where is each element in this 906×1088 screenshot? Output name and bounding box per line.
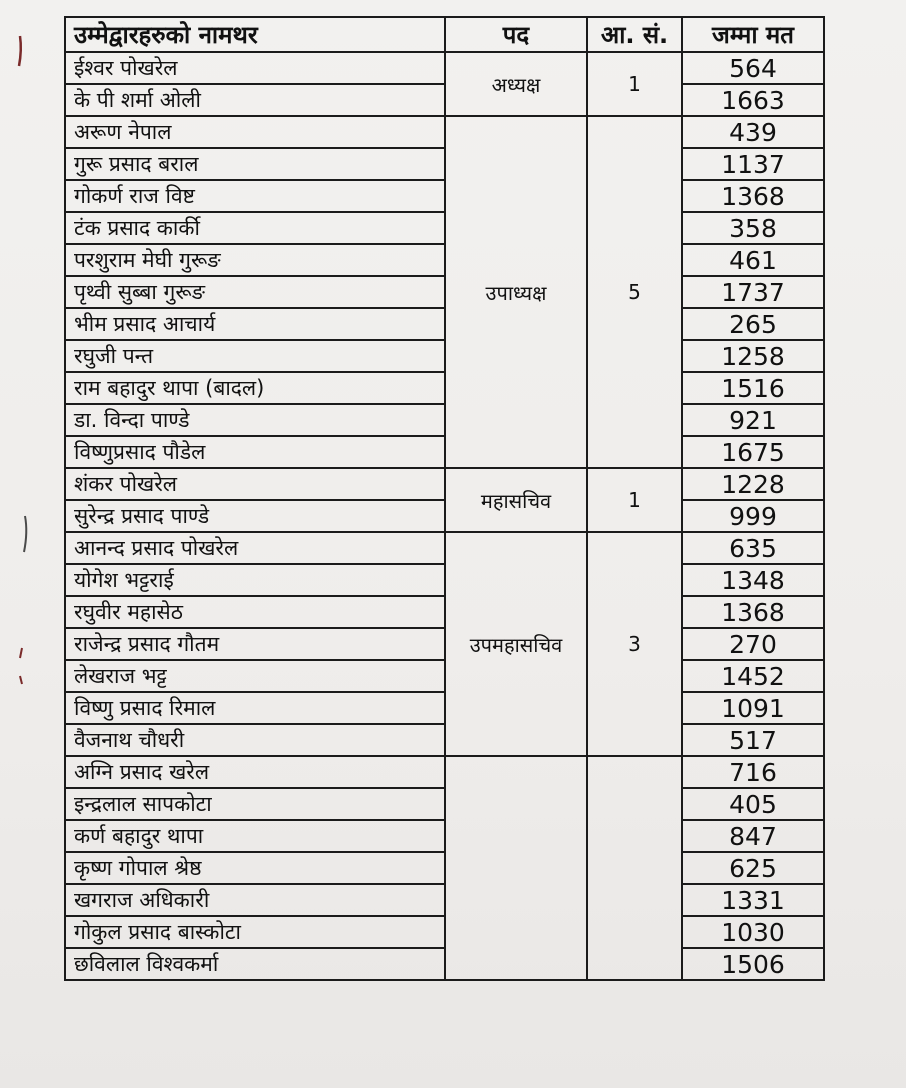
pen-mark-low1 (20, 648, 22, 658)
candidate-name: गोकर्ण राज विष्ट (65, 180, 445, 212)
vote-count: 1516 (682, 372, 824, 404)
table-row (65, 756, 824, 788)
candidate-name: खगराज अधिकारी (65, 884, 445, 916)
vote-count: 1368 (682, 596, 824, 628)
vote-count: 625 (682, 852, 824, 884)
candidate-name: वैजनाथ चौधरी (65, 724, 445, 756)
table-row (65, 884, 824, 916)
seats-cell: 1 (587, 468, 682, 532)
header-seats: आ. सं. (587, 17, 682, 52)
results-body (65, 52, 824, 980)
table-row (65, 52, 824, 84)
table-row (65, 180, 824, 212)
post-cell (445, 756, 587, 980)
vote-count: 847 (682, 820, 824, 852)
table-row (65, 84, 824, 116)
vote-count: 358 (682, 212, 824, 244)
table-row (65, 660, 824, 692)
table-row (65, 724, 824, 756)
header-post: पद (445, 17, 587, 52)
table-row (65, 628, 824, 660)
table-row (65, 916, 824, 948)
pen-mark-low2 (20, 676, 22, 684)
margin-pen-marks (0, 0, 60, 700)
candidate-name: अग्नि प्रसाद खरेल (65, 756, 445, 788)
header-votes: जम्मा मत (682, 17, 824, 52)
seats-cell: 3 (587, 532, 682, 756)
candidate-name: कृष्ण गोपाल श्रेष्ठ (65, 852, 445, 884)
pen-mark-top (19, 36, 21, 66)
table-row (65, 564, 824, 596)
candidate-name: डा. विन्दा पाण्डे (65, 404, 445, 436)
table-row (65, 532, 824, 564)
table-row (65, 436, 824, 468)
pen-mark-middle (24, 516, 26, 552)
vote-count: 265 (682, 308, 824, 340)
vote-count: 1675 (682, 436, 824, 468)
table-row (65, 212, 824, 244)
vote-count: 1258 (682, 340, 824, 372)
table-row (65, 244, 824, 276)
candidate-name: गोकुल प्रसाद बास्कोटा (65, 916, 445, 948)
candidate-name: योगेश भट्टराई (65, 564, 445, 596)
vote-count: 999 (682, 500, 824, 532)
candidate-name: कर्ण बहादुर थापा (65, 820, 445, 852)
table-row (65, 468, 824, 500)
candidate-name: शंकर पोखरेल (65, 468, 445, 500)
candidate-name: भीम प्रसाद आचार्य (65, 308, 445, 340)
vote-count: 1331 (682, 884, 824, 916)
table-row (65, 852, 824, 884)
candidate-name: सुरेन्द्र प्रसाद पाण्डे (65, 500, 445, 532)
vote-count: 439 (682, 116, 824, 148)
vote-count: 405 (682, 788, 824, 820)
seats-cell: 1 (587, 52, 682, 116)
post-cell: उपाध्यक्ष (445, 116, 587, 468)
post-cell: अध्यक्ष (445, 52, 587, 116)
candidate-name: आनन्द प्रसाद पोखरेल (65, 532, 445, 564)
vote-count: 564 (682, 52, 824, 84)
table-row (65, 788, 824, 820)
candidate-name: अरूण नेपाल (65, 116, 445, 148)
vote-count: 1452 (682, 660, 824, 692)
seats-cell (587, 756, 682, 980)
candidate-name: विष्णु प्रसाद रिमाल (65, 692, 445, 724)
table-row (65, 372, 824, 404)
candidate-name: राम बहादुर थापा (बादल) (65, 372, 445, 404)
candidate-name: ईश्वर पोखरेल (65, 52, 445, 84)
vote-count: 716 (682, 756, 824, 788)
table-row (65, 340, 824, 372)
post-cell: उपमहासचिव (445, 532, 587, 756)
table-row (65, 692, 824, 724)
election-results-table (64, 16, 825, 981)
header-row (65, 17, 824, 52)
vote-count: 1228 (682, 468, 824, 500)
vote-count: 1091 (682, 692, 824, 724)
table-row (65, 820, 824, 852)
vote-count: 517 (682, 724, 824, 756)
table-row (65, 116, 824, 148)
table-row (65, 308, 824, 340)
header-name: उम्मेद्वारहरुको नामथर (65, 17, 445, 52)
candidate-name: इन्द्रलाल सापकोटा (65, 788, 445, 820)
candidate-name: राजेन्द्र प्रसाद गौतम (65, 628, 445, 660)
table-row (65, 596, 824, 628)
table-row (65, 276, 824, 308)
vote-count: 1348 (682, 564, 824, 596)
candidate-name: परशुराम मेघी गुरूङ (65, 244, 445, 276)
candidate-name: छविलाल विश्वकर्मा (65, 948, 445, 980)
seats-cell: 5 (587, 116, 682, 468)
candidate-name: टंक प्रसाद कार्की (65, 212, 445, 244)
candidate-name: रघुजी पन्त (65, 340, 445, 372)
table-row (65, 500, 824, 532)
table-row (65, 148, 824, 180)
candidate-name: पृथ्वी सुब्बा गुरूङ (65, 276, 445, 308)
table-row (65, 948, 824, 980)
table-row (65, 404, 824, 436)
vote-count: 921 (682, 404, 824, 436)
vote-count: 1506 (682, 948, 824, 980)
vote-count: 1663 (682, 84, 824, 116)
vote-count: 270 (682, 628, 824, 660)
vote-count: 461 (682, 244, 824, 276)
vote-count: 1030 (682, 916, 824, 948)
vote-count: 1737 (682, 276, 824, 308)
candidate-name: के पी शर्मा ओली (65, 84, 445, 116)
candidate-name: लेखराज भट्ट (65, 660, 445, 692)
candidate-name: गुरू प्रसाद बराल (65, 148, 445, 180)
vote-count: 1368 (682, 180, 824, 212)
vote-count: 635 (682, 532, 824, 564)
vote-count: 1137 (682, 148, 824, 180)
candidate-name: रघुवीर महासेठ (65, 596, 445, 628)
candidate-name: विष्णुप्रसाद पौडेल (65, 436, 445, 468)
post-cell: महासचिव (445, 468, 587, 532)
